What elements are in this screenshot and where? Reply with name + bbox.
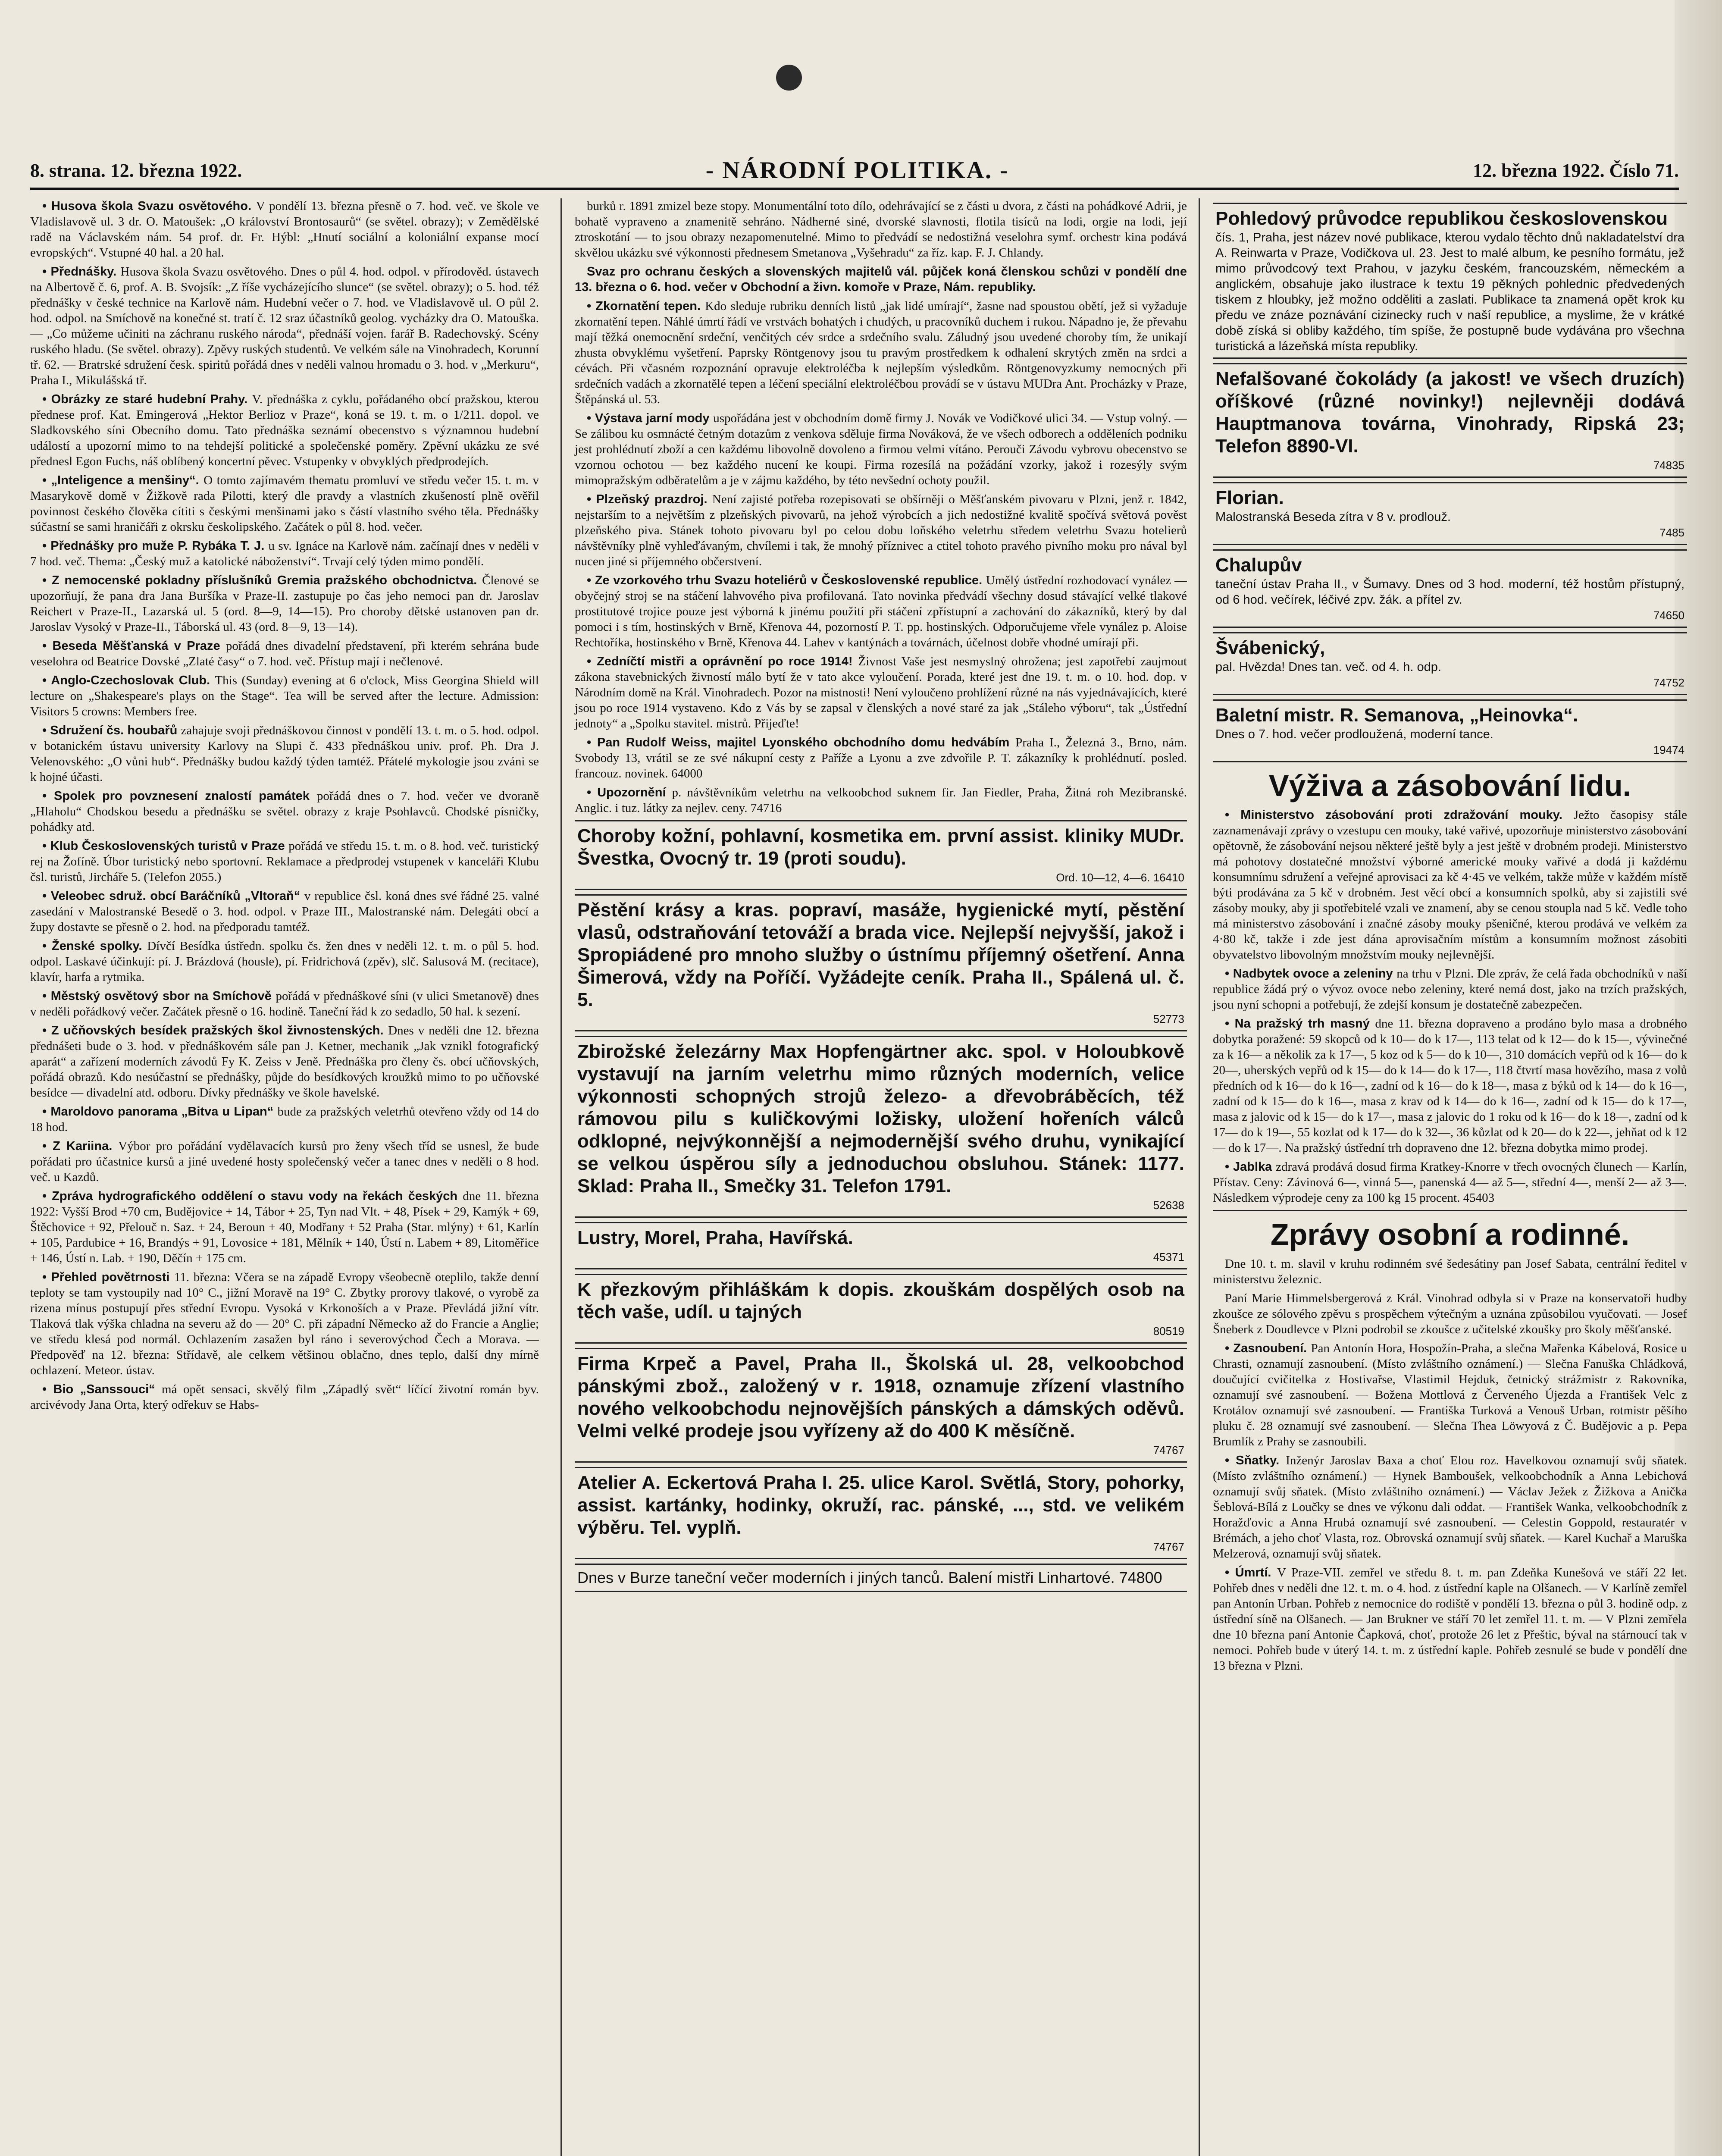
advertisement <box>1213 549 1687 628</box>
news-item-title: • Zpráva hydrografického oddělení o stavu vody na řekách českých <box>42 1189 463 1203</box>
news-item <box>30 264 539 388</box>
news-item <box>30 838 539 885</box>
ad-reference-number: Ord. 10—12, 4—6. 16410 <box>1056 871 1184 884</box>
personal-notice-body: V Praze-VII. zemřel ve středu 8. t. m. pan Zdeňka Kunešová ve stáří 22 let. Pohřeb dnes v neděli dne 12. t. m. o 4. hod. z ústřední kaple na Olšanech. — V Karlíně zemřel pan Antonín Urban. Pohřeb z nemocnice do rodiště v pondělí 13. března o půl 3. hodině odp. z ústřední síně na Olšanech. — Jan Brukner ve stáří 70 let zemřel 11. t. m. — V Plzni zemřela dne 10 března paní Antonie Čapková, choť, protože 26 let z Přeštic, býval na stárnoucí tak v nemoci. Pohřeb bude v úterý 14. t. m. z ústřední kaple. Pohřeb zesnulé se bude v pondělí dne 13 března v Plzni. <box>1213 1566 1687 1673</box>
news-item <box>575 298 1187 407</box>
news-item <box>575 654 1187 731</box>
advertisement <box>575 1467 1187 1559</box>
ad-headline: Pohledový průvodce republikou československou <box>1215 208 1668 229</box>
news-item <box>1213 1016 1687 1156</box>
news-item-title: • Pan Rudolf Weiss, majitel Lyonského obchodního domu hedvábím <box>587 736 1016 749</box>
news-item-body: v republice čsl. koná dnes své řádné 25. valné zasedání v Malostranské Besedě o 3. hod. odpol. v Praze III., Malostranské nám. Delegáti obcí a župy dostavte se přesně o 2. hod. na předporadu tamtéž. <box>30 889 539 934</box>
news-item-body: p. návštěvníkům veletrhu na velkoobchod suknem fir. Jan Fiedler, Praha, Žitná roh Mezibranské. Anglic. i tuz. látky za nejlev. ceny. 74716 <box>575 786 1187 815</box>
news-item-title: • Zedníčtí mistři a oprávnění po roce 1914! <box>587 655 858 668</box>
ad-headline: Pěstění krásy a kras. popraví, masáže, hygienické mytí, pěstění vlasů, odstraňování tetováží a brada vice. Nejlepší nejvyšší, jakož i Spropiádené pro mnoho služby o ústnímu příjemný ošetření. Anna Šimerová, vždy na Poříčí. Vyžádejte ceník. Praha II., Spálená ul. č. 5. <box>577 899 1184 1010</box>
news-item-body: u sv. Ignáce na Karlově nám. začínají dnes v neděli v 7 hod. več. Thema: „Český muž a katolické náboženství“. Trvají celý týden mimo pondělí. <box>30 539 539 568</box>
news-item <box>30 1188 539 1266</box>
ad-reference-number: 74752 <box>1653 676 1684 689</box>
news-item-body: This (Sunday) evening at 6 o'clock, Miss Georgina Shield will lecture on „Shakespeare's plays on the Stage“. Tea will be served after the lecture. Admission: Visitors 5 crowns: Members free. <box>30 674 539 718</box>
news-item-body: pořádá dnes divadelní představení, při kterém sehrána bude veselohra od Beatrice Dovské „Zlaté časy“ o 7. hod. več. Přístup mají i nečlenové. <box>30 639 539 668</box>
personal-notice-body: Pan Antonín Hora, Hospožín-Praha, a slečna Mařenka Kábelová, Rosice u Chrasti, oznamují zasnoubení. (Místo zvláštního oznámení.) — Slečna Fanuška Chládková, doučující cvičitelka z Hostivařse, Vlastimil Hejduk, četnický strážmistr z Rakovníka, oznamují své zasnoubení. — Božena Mottlová z Červeného Újezda a František Velc z Krotálov oznamují své zasnoubení. — Františka Turková a Venouš Urban, rotmistr pěšího pluku č. 28 oznamují své zasnoubení. — Slečna Thea Löwyová z Č. Budějovic a p. Pepa Brumlík z Prahy se zasnoubili. <box>1213 1341 1687 1448</box>
ad-reference-number: 74835 <box>1653 459 1684 472</box>
ad-headline: Zbirožské železárny Max Hopfengärtner akc. spol. v Holoubkově vystavují na jarním veletrhu mimo různých moderních, velice výkonnosti schopných strojů železo- a dřevobráběcích, též rámovou pilu s kuličkovými ložisky, uložení hořeních válců odklopné, nejvýkonnější a nejmodernější svého druhu, vynikající se velkou úspěrou síly a jednoduchou obsluhou. Stánek: 1177. Sklad: Praha II., Smečky 31. Telefon 1791. <box>577 1041 1184 1197</box>
news-item-body: Kdo sleduje rubriku denních listů „jak lidé umírají“, žasne nad spoustou obětí, jež si vyžaduje zkornatění tepen. Náhlé úmrtí řádí ve vrstvách bohatých i chudých, u pracovníků duchem i rukou. Nápadno je, že převahu mají těžká onemocnění srdeční, venčitých cév srdce a srdečního svalu. Záludný jsou uvedené choroby tím, že unikají zhusta obvyklému vyšetření. Paprsky Röntgenovy jsou tu pravým prostředkem k odhalení skrytých změn na srdci a cévách. Při včasném rozpoznání opravuje elektroléčba k nejlepším výsledkům. Röntgenovyzkumy nemocných při srdečních vadách a zkornatělé tepen a léčení speciální elektroléčbou provádí se v ústavu MUDra Ant. Procházky v Praze, Štěpánská ul. 53. <box>575 299 1187 406</box>
news-item-body: bude za pražských veletrhů otevřeno vždy od 14 do 18 hod. <box>30 1105 539 1134</box>
personal-notice <box>1213 1256 1687 1287</box>
news-item <box>30 1382 539 1413</box>
ad-headline: Atelier A. Eckertová Praha I. 25. ulice Karol. Světlá, Story, pohorky, assist. kartánky, hodinky, okruží, rac. pánské, ..., std. ve velikém výběru. Tel. vyplň. <box>577 1472 1184 1538</box>
news-item-title: • Plzeňský prazdroj. <box>587 492 712 506</box>
news-item-title: • Nadbytek ovoce a zeleniny <box>1225 967 1397 981</box>
ad-reference-number: 52773 <box>1153 1012 1184 1025</box>
personal-notice <box>1213 1341 1687 1449</box>
news-item <box>30 1269 539 1378</box>
news-item <box>30 573 539 635</box>
advertisement <box>1213 363 1687 478</box>
news-item <box>575 411 1187 488</box>
running-header <box>30 153 1679 190</box>
news-item-title: • Ze vzorkového trhu Svazu hoteliérů v Československé republice. <box>587 573 986 587</box>
ad-body: Dnes o 7. hod. večer prodloužená, moderní tance. <box>1215 727 1493 741</box>
news-item-title: • Klub Československých turistů v Praze <box>42 839 289 853</box>
news-item-title: • Spolek pro povznesení znalostí památek <box>42 789 317 803</box>
personal-notice <box>1213 1565 1687 1673</box>
news-item-title: • Upozornění <box>587 786 672 799</box>
news-item <box>30 392 539 469</box>
news-item <box>1213 807 1687 962</box>
ad-headline: Florian. <box>1215 487 1284 508</box>
ad-reference-number: 74650 <box>1653 609 1684 622</box>
advertisement <box>575 1222 1187 1269</box>
personal-notice <box>1213 1291 1687 1337</box>
news-item <box>30 1104 539 1135</box>
ad-headline: Nefalšované čokolády (a jakost! ve všech druzích) oříškové (různé novinky!) nejlevněji dodává Hauptmanova továrna, Vinohrady, Ripská 23; Telefon 8890-VI. <box>1215 368 1684 457</box>
news-item <box>1213 1159 1687 1206</box>
news-item-body: V. přednáška z cyklu, pořádaného obcí pražskou, kterou přednese prof. Kat. Emingerová „Hektor Berlioz v Praze“, koná se 19. t. m. o 1/211. dopol. ve Sladkovského síni Obecního domu. Tato přednáška seznámí obecenstvo s významnou hudební událostí a upozorní mimo to na tehdejší politické a společenské poměry. Zpěvní ukázku ze své přednesl Egon Fuchs, náš oblíbený koncertní pěvec. Vstupenky v obvyklých předprodejích. <box>30 392 539 468</box>
advertisement <box>575 894 1187 1031</box>
column-3 <box>1199 198 1687 2156</box>
personal-notice-body: Inženýr Jaroslav Baxa a choť Elou roz. Havelkovou oznamují svůj sňatek. (Místo zvláštního oznámení.) — Hynek Bamboušek, velkoobchodník a Anna Lebichová oznamují svůj sňatek. (Místo zvláštního oznámení.) — Václav Ježek z Žižkova a Anička Šeblová-Bílá z Loučky se dnes ve výkonu dali oddat. — František Wanka, velkoobchodník z Horažďovic a Anna Hrubá oznamují své zasnoubení. — Celestin Goppold, restauratér v Brémách, a jeho choť Vlasta, roz. Obrovská oznamují svůj sňatek. — Karel Kuchař a Maruška Melzerová, oznamují svůj sňatek. <box>1213 1454 1687 1561</box>
news-item-body: Živnost Vaše jest nesmyslný ohrožena; jest zapotřebí zaujmout zákona stavebnických živností málo bytí že v tato akce vyloučení. Porada, které jest dne 19. t. m. o 10. hod. dop. v Národním domě na Král. Vinohradech. Pozor na mistnosti! Není vyloučeno prohlížení různé na nás vyjednávajících, které jsou po roce 1914 vystaveno. Kdo z Vás by se zapsal v členských a nové staré za jak „Stáleho výboru“, tak „Ústřední jednoty“ a „Spolku stavitel. mistrů. Přijeďte! <box>575 655 1187 730</box>
news-item <box>575 735 1187 781</box>
news-item <box>1213 966 1687 1012</box>
news-item-body: Výbor pro pořádání vydělavacích kursů pro ženy všech tříd se usnesl, že bude pořádati pro účastnice kursů a jiné uvedené hosty společenský večer a tanec dnes v neděli o 8 hod. več. u Kazdů. <box>30 1139 539 1184</box>
news-item-title: • Maroldovo panorama „Bitva u Lipan“ <box>42 1105 278 1119</box>
column-2 <box>560 198 1187 2156</box>
news-item-title: • Husova škola Svazu osvětového. <box>42 199 256 213</box>
news-item-body: V pondělí 13. března přesně o 7. hod. več. ve škole ve Vladislavově ul. 3 dr. O. Matoušek: „O království Brontosaurů“ (se světel. obrazy); v Zemědělské radě na Václavském nám. 54 prof. dr. Fr. Hýbl: „Hnutí sociální a koloniální expanse mocí evropských“. Vstupné 40 hal. a 20 hal. <box>30 199 539 260</box>
news-item-body: zdravá prodává dosud firma Kratkey-Knorre v třech ovocných člunech — Karlín, Přístav. Ceny: Závinová 6—, vinná 5—, panenská 4— až 5—, střední 4—, menší 2— až 3—. Následkem výprodeje ceny za 100 kg 15 procent. 45403 <box>1213 1160 1687 1205</box>
article-continuation: burků r. 1891 zmizel beze stopy. Monumentální toto dílo, odehrávající se z části u dvora, z části na pohádkové Adrii, je bohatě vypraveno a znamenitě sehráno. Nádherné siné, dvorské slavnosti, flotila tisíců na lodi, orgie na lodi, její ztroskotání — to jsou obrazy nezapomenutelné. Mimo to předvádí se nedostižná veselohra symf. orchestr kina podává skvělou ukázku své výkonnosti přednesem Smetanova „Vyšehradu“ za říz. kap. F. J. Chlandy. <box>575 199 1187 260</box>
ad-reference-number: 74767 <box>1153 1444 1184 1457</box>
news-item-body: Husova škola Svazu osvětového. Dnes o půl 4. hod. odpol. v přírodověd. ústavech na Albertově č. 6, prof. A. B. Svojsík: „Z říše vycházejícího slunce“ (se světel. obrazy); o 5. hod. též přednášky v české technice na Karlově nám. Hudební večer o 7. hod. ve Vladislavově ul. O půl 2. hod. odpol. na Smíchově na konečné st. tratí č. 12 sraz účastníků geolog. vycházky dra O. Matouška. — „Co můžeme učiniti na záchranu ruského národa“, přednáší vojen. farář B. Radechovský. Scény ruského hladu. (Se světel. obrazy). Zpěvy ruských studentů. Ve velkém sále na Vinohradech, Korunní tř. 62. — Bratrské sdružení česk. spiritů pořádá dnes v neděli valnou hromadu o 3. hod. v „Merkuru“, Praha I., Mikulášská tř. <box>30 265 539 387</box>
ad-reference-number: 80519 <box>1153 1325 1184 1338</box>
news-item-title: • Bio „Sanssouci“ <box>42 1382 162 1396</box>
news-item-title: • Na pražský trh masný <box>1225 1017 1375 1031</box>
ad-reference-number: 45371 <box>1153 1250 1184 1263</box>
news-item-title: • Ministerstvo zásobování proti zdražování mouky. <box>1225 808 1574 822</box>
ad-headline: Baletní mistr. R. Semanova, „Heinovka“. <box>1215 705 1578 726</box>
news-item-body: 11. března: Včera se na západě Evropy všeobecně oteplilo, takže denní teploty se tam vystoupily nad 10° C., jižní Moravě na 19° C. Zbytky prorovy tlakové, o vyrobě za rizena mínus postupují přes střední Evropu. Vysoká v Krkonoších a v Praze. Převládá jižní vítr. Tlaková tlak výška chladna na severu až do — 20° C. při západní Německo až do Francie a Anglie; ve středu klesá pod normál. Ochlazením zasažen byl ráno i severovýchod Čech a Morava. — Předpověď na 12. března: Střídavě, ale celkem většinou oblačno, dnes teplo, další dny mírně ochlazení. Meteor. ústav. <box>30 1270 539 1377</box>
advertisement <box>575 1036 1187 1218</box>
personal-notice <box>1213 1453 1687 1561</box>
news-item <box>30 723 539 785</box>
news-item-title: • Z Kariina. <box>42 1139 119 1153</box>
header-issue-number: 12. března 1922. Číslo 71. <box>1473 160 1679 181</box>
ad-body: čís. 1, Praha, jest název nové publikace, kterou vydalo těchto dnů nakladatelství dra A. Reinwarta v Praze, Vodičkova ul. 23. Jest to malé album, ke pesního formátu, jež mimo průvodcový text Prahou, v jazyku českém, francouzském, německém a anglickém, obsahuje jako ilustrace k textu 19 pěkných pohlednic předvedených tiskem z hloubky, jež možno odděliti a zaslati. Publikace ta znamená opět krok ku předu ve znáze poznávání cizinecky ruch v naší republice, a myslime, že v krátké době získá si obliby každého, tím spíše, že postupně bude vydávána pro všechna turistická a lázeňská místa republiky. <box>1215 231 1684 353</box>
news-item <box>30 888 539 935</box>
section-heading-personal: Zprávy osobní a rodinné. <box>1270 1218 1630 1251</box>
news-item-title: • Městský osvětový sbor na Smíchově <box>42 989 276 1003</box>
personal-notice-body: Paní Marie Himmelsbergerová z Král. Vinohrad odbyla si v Praze na konservatoři hudby zkoušce ze sólového zpěvu s prospěchem výtečným a uznána způsobilou vyučovati. — Josef Šneberk z Doudlevce v Plzni podrobil se zkoušce z učitelské zkoušky pro školy měšťanské. <box>1213 1291 1687 1336</box>
advertisement <box>1213 203 1687 359</box>
ad-footer: Dnes v Burze taneční večer moderních i jiných tanců. Balení mistři Linhartové. 74800 <box>575 1564 1187 1592</box>
news-item-title: • Výstava jarní mody <box>587 411 714 425</box>
ad-reference-number: 7485 <box>1659 526 1684 539</box>
news-item-title: • Přednášky. <box>42 265 121 279</box>
news-item-body: Praha I., Železná 3., Brno, nám. Svobody 13, vrátil se ze své nákupní cesty z Paříže a Lyonu a zve zdvořile P. T. zákazníky k prohlédnutí. posled. francouz. novinek. 64000 <box>575 736 1187 780</box>
news-item-body: zahajuje svoji přednáškovou činnost v pondělí 13. t. m. o 5. hod. odpol. v botanickém ústavu university Karlovy na Slupi č. 433 přednáškou univ. prof. Ph. Dra J. Velenovského: „O vůni hub“. Přednášky budou každý týden tamtéž. Přátelé mykologie jsou zváni se k hojné účasti. <box>30 724 539 784</box>
advertisement <box>1213 632 1687 695</box>
ad-headline: Švábenický, <box>1215 637 1325 658</box>
ad-body: pal. Hvězda! Dnes tan. več. od 4. h. odp. <box>1215 660 1441 674</box>
news-item <box>30 538 539 569</box>
news-item-title: • Přednášky pro muže P. Rybáka T. J. <box>42 539 269 553</box>
news-item <box>30 1023 539 1100</box>
ad-reference-number: 74767 <box>1153 1540 1184 1553</box>
section-heading-food: Výživa a zásobování lidu. <box>1268 769 1631 802</box>
news-item-title: • Zkornatění tepen. <box>587 299 705 313</box>
news-item-body: pořádá ve středu 15. t. m. o 8. hod. več. turistický rej na Žofíně. Úbor turistický nebo sportovní. Reklamace a předprodej vstupenek v kanceláři Klubu čsl. turistů, Jircháře 5. (Telefon 2055.) <box>30 839 539 884</box>
ad-headline: Chalupův <box>1215 555 1302 576</box>
news-item-title: • Beseda Měšťanská v Praze <box>42 639 226 653</box>
personal-notice-title: • Úmrtí. <box>1225 1566 1277 1579</box>
advertisement <box>1213 482 1687 545</box>
news-item-title: • Veleobec sdruž. obcí Baráčníků „Vltoraň“ <box>42 889 304 903</box>
header-page-date: 8. strana. 12. března 1922. <box>30 160 242 181</box>
news-item-title: • Obrázky ze staré hudební Prahy. <box>42 392 252 406</box>
ink-stain <box>776 65 802 91</box>
news-item-body: pořádá v přednáškové síni (v ulici Smetanově) dnes v neděli pořádkový večer. Začátek přesně o 16. hodině. Taneční řád k zo sedadlo, 50 hal. k sezení. <box>30 989 539 1018</box>
news-item-title: • Anglo-Czechoslovak Club. <box>42 674 215 687</box>
news-item <box>575 785 1187 816</box>
news-item-body: dne 11. března 1922: Vyšší Brod +70 cm, Budějovice + 14, Tábor + 25, Tyn nad Vlt. + 48, Písek + 29, Kamýk + 69, Štěchovice + 92, Přelouč n. Saz. + 24, Beroun + 40, Modřany + 52 Praha (Star. mlýny) + 61, Karlín + 105, Pardubice + 16, Brandýs + 91, Lovosice + 181, Mělník + 140, Ústí n. Labem + 89, Litoměřice + 146, Ústí n. Lab. + 190, Děčín + 175 cm. <box>30 1189 539 1265</box>
news-item-body: dne 11. března dopraveno a prodáno bylo masa a drobného dobytka poražené: 59 skopců od k 10— do k 17—, 113 telat od k 12— do k 15—, vývinečné za k 16— a několik za k 17—, 5 koz od k 5— do k 10—, 310 domácích vepřů od k 16— do k 20—, uherských vepřů od k 15— do k 14— do k 17—, 118 čtvrtí masa hovězího, masa z volů předních od k 16— do k 16—, zadní od k 16— do k 18—, masa z býků od k 14— do k 16—, zadní od k 15— do k 16—, masa z krav od k 14— do k 16—, zadní od k 15— do k 17—, masa z jalovic od k 15— do k 17—, masa z jalovic do 1 roku od k 16— do k 18—, zadní od k 17— do k 19—, 55 kozlat od k 17— do k 32—, 36 kůzlat od k 20— do k 22—, jehňat od k 12— do k 17—. Na pražský ústřední trh dopraveno dne 12. března dobytka mimo prodej. <box>1213 1017 1687 1155</box>
news-item-title: • „Inteligence a menšiny“. <box>42 473 204 487</box>
ad-reference-number: 19474 <box>1653 743 1684 756</box>
news-item-title: • Jablka <box>1225 1160 1276 1174</box>
advertisement <box>575 820 1187 890</box>
news-item <box>30 673 539 719</box>
news-item <box>30 788 539 835</box>
ad-body: Malostranská Beseda zítra v 8 v. prodlouž. <box>1215 510 1451 524</box>
news-item-body: Není zajisté potřeba rozepisovati se obšírněji o Měšťanském pivovaru v Plzni, jenž r. 1842, nejstarším to a největším z plzeňských pivovarů, na jehož výrobcích a jich nedostižné kvalitě spočívá světová pověst plzeňského piva. Stánek tohoto pivovaru byl po celou dobu loňského veletrhu středem veletrhu Svazu hotelierů návštěvníky plně vyhleďávaným, chvílemi i tak, že mnohý příznivec a ctitel tohoto pravého pivního moku pro nával byl nucen jiné si příjemného občerstvení. <box>575 492 1187 568</box>
news-item-body: Umělý ústřední rozhodovací vynález — obyčejný stroj se na stáčení lahvového piva profilovaná. Tato novinka předvádí všechny dosud stávající velké tlakové prostitutové trojice pouze jest výborná k jinému použití při stáčení zpřístupní a zachování do zákazníků, který by dal pomoci i s tím, hostinských v Brně, Křenova 44, pozorností P. T. pp. hostinských. Odporučujeme vřele vynález p. Aloise Rechtoříka, hostinského v Brně, Křenova 44. Lahev v kantýnách a továrnách, účelnost dobře vhodné umírají při. <box>575 573 1187 649</box>
advertisement <box>575 1348 1187 1463</box>
news-item-body: pořádá dnes o 7. hod. večer ve dvoraně „Hlaholu“ Chodskou besedu a přednášku se světel. obrazy z kraje Psohlavců. Chodské písničky, pohádky atd. <box>30 789 539 834</box>
news-item-title: • Sdružení čs. houbařů <box>42 724 181 737</box>
personal-notice-title: • Sňatky. <box>1225 1454 1286 1467</box>
ad-headline: Choroby kožní, pohlavní, kosmetika em. první assist. kliniky MUDr. Švestka, Ovocný tr. 19 (proti soudu). <box>577 825 1184 869</box>
news-item <box>30 198 539 260</box>
personal-notice-body: Dne 10. t. m. slavil v kruhu rodinném své šedesátiny pan Josef Sabata, centrální ředitel v ministerstvu železnic. <box>1213 1257 1687 1286</box>
news-item-body: Dnes v neděli dne 12. března přednášeti bude o 3. hod. v přednáškovém sále pan J. Ketner, mechanik „Jak vznikl fotografický aparát“ a zařízení moderních závodů Fy K. Zeiss v Jeně. Přednáška pro členy čs. obcí učňovských, pořádá obrazů. Kdo nesúčastní se přednášky, půjde do besídkových kroužků mimo to po učňovské besídce — divadelní atd. odboru. Dívky přednášky ve škole havelské. <box>30 1024 539 1100</box>
news-item <box>30 988 539 1019</box>
ad-reference-number: 52638 <box>1153 1199 1184 1212</box>
ad-headline: Lustry, Morel, Praha, Havířská. <box>577 1227 853 1248</box>
column-1 <box>30 198 539 2156</box>
notice-svaz: Svaz pro ochranu českých a slovenských majitelů vál. půjček koná členskou schůzi v pondělí dne 13. března o 6. hod. večer v Obchodní a živn. komoře v Praze, Nám. republiky. <box>575 265 1187 294</box>
news-item-title: • Ženské spolky. <box>42 939 147 953</box>
ad-headline: Firma Krpeč a Pavel, Praha II., Školská ul. 28, velkoobchod pánskými zbož., založený v r. 1918, oznamuje zřízení vlastního nového velkoobchodu nejnovějších pánských a dámských oděvů. Velmi velké prodeje jsou vyřízeny až do 400 K měsíčně. <box>577 1353 1184 1442</box>
news-item <box>30 1138 539 1185</box>
news-item-body: Ježto časopisy stále zaznamenávají zprávy o vzestupu cen mouky, také vařivé, upozorňuje ministerstvo zásobování opětovně, že zásobování nejsou některé ještě byly a jest ještě v drobném prodeji. Ministerstvo má pohotovy dostatečné množství výborné americké mouky vařivé a dodá ji každému konsumnímu sdružení a veřejné aprovisaci za kč 4·45 ve velkém, takže může v každém místě býti prodávána za 5 kč v drobném. Jest věcí obcí a konsumních spolků, aby si zajistili své zásoby mouky, aby ji spotřebitelé vzali ve znamení, aby se cenou stoupla nad 5 kč. Vedle toho má ministerstvo zásobování i značné zásoby mouky pšeničné, kterou prodává ve velkém za 4·80 kč, takže i zde jest dána aprovisačním místům a konsumním možnost zásobiti obyvatelstvo libovolným množstvím mouky nejlevnější. <box>1213 808 1687 962</box>
news-item <box>30 473 539 535</box>
personal-notice-title: • Zasnoubení. <box>1225 1341 1311 1355</box>
news-item-title: • Z učňovských besídek pražských škol živnostenských. <box>42 1024 388 1037</box>
ad-headline: K přezkovým přihláškám k dopis. zkouškám dospělých osob na těch vaše, udíl. u tajných <box>577 1279 1184 1322</box>
ad-body: taneční ústav Praha II., v Šumavy. Dnes od 3 hod. moderní, též hostům přístupný, od 6 hod. večírek, léčivé zpv. žák. a přítel zv. <box>1215 577 1684 607</box>
advertisement <box>575 1274 1187 1344</box>
news-item <box>575 573 1187 650</box>
news-item-body: O tomto zajímavém thematu promluví ve středu večer 15. t. m. v Masarykově domě v Žižkově rada Pilotti, který dle pravdy a vlastních zkušeností plně ověřil povinnost českého člověka cítiti s českými menšinami jako s částí vlastního svého těla. Přednášky súčastní se sami hraničáři z okrsku českolipského. Začátek o půl 8. hod. večer. <box>30 473 539 534</box>
news-item <box>575 492 1187 569</box>
news-item-body: má opět sensaci, skvělý film „Západlý svět“ líčící životní román byv. arcivévody Jana Orta, který odřekuv se Habs- <box>30 1382 539 1412</box>
masthead-title: - NÁRODNÍ POLITIKA. - <box>705 157 1009 184</box>
news-item-title: • Z nemocenské pokladny příslušníků Gremia pražského obchodnictva. <box>42 573 482 587</box>
advertisement <box>1213 699 1687 762</box>
news-item-body: Dívčí Besídka ústředn. spolku čs. žen dnes v neděli 12. t. m. o půl 5. hod. odpol. Laskavé účinkují: pí. J. Brázdová (housle), pí. Fridrichová (zpěv), slč. Salusová M. (recitace), klavír, harfa a rytmika. <box>30 939 539 984</box>
news-item-body: uspořádána jest v obchodním domě firmy J. Novák ve Vodičkové ulici 34. — Vstup volný. — Se zálibou ku osmnácté četným dotazům z venkova sděluje firma Nováková, že ve všech odborech a odděleních podniku jest prohlédnutí zboží a cen každému libovolně dovoleno a firmou velmi vítáno. Perouči Závodu vybrovu obecenstvo se vzornou ochotou — bez každého nucení ke koupi. Firma rozesílá na požádání vzorky, jakož i rozesýly svým mimopražským odběratelům a je v zájmu každého, by této nevšední ochoty použil. <box>575 411 1187 487</box>
news-item-title: • Přehled povětrnosti <box>42 1270 174 1284</box>
news-item <box>30 938 539 985</box>
news-item <box>30 638 539 669</box>
news-item-body: Členové se upozorňují, že pana dra Jana Buršíka v Praze-II. zastupuje po čas jeho nemoci pan dr. Jaroslav Reichert v Praze-II., Lazarská ul. 5 (ord. 8—9, 14—15). Pro choroby dětské ustanoven pan dr. Jaroslav Vysoký v Praze-II., Táborská ul. 43 (ord. 8—9, 13—14). <box>30 573 539 634</box>
news-item-body: na trhu v Plzni. Dle zpráv, že celá řada obchodníků v naší republice žádá prý o vývoz ovoce nebo zeleniny, které nemá dost, jako na trzích pražských, jsou nyní schopni a potřebují, že zdejší konsum je dostatečně zabezpečen. <box>1213 967 1687 1012</box>
